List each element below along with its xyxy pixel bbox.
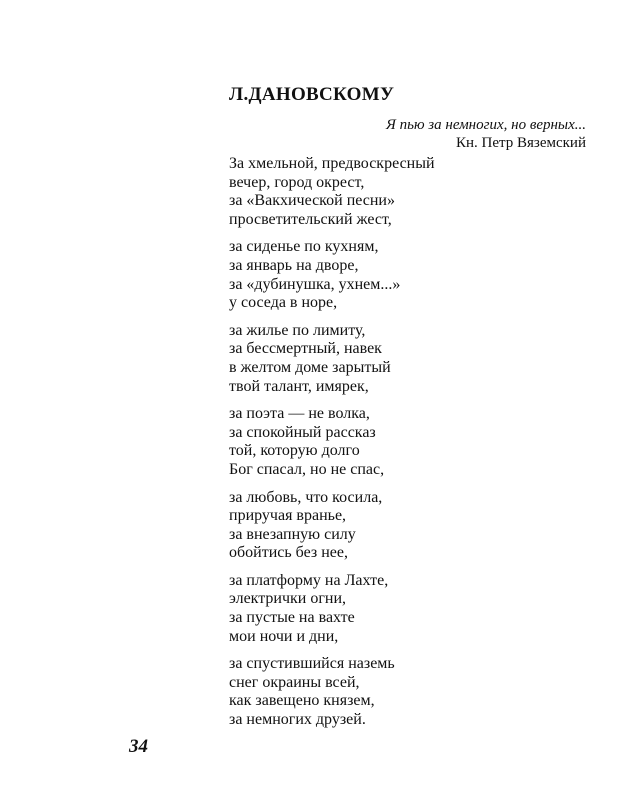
poem-title: Л.ДАНОВСКОМУ	[229, 84, 395, 105]
poem-line: за спокойный рассказ	[229, 423, 376, 441]
poem-line: мои ночи и дни,	[229, 627, 339, 645]
poem-line: за поэта — не волка,	[229, 405, 370, 423]
epigraph	[386, 116, 586, 152]
poem-body	[229, 155, 435, 739]
epigraph-quote: Я пью за немногих, но верных...	[386, 117, 586, 133]
stanza	[229, 238, 435, 312]
poem-line: Бог спасал, но не спас,	[229, 460, 385, 478]
poem-line: у соседа в норе,	[229, 294, 338, 312]
poem-line: за платформу на Лахте,	[229, 571, 389, 589]
poem-line: той, которую долго	[229, 442, 360, 460]
poem-line: за пустые на вахте	[229, 609, 355, 627]
poem-line: твой талант, имярек,	[229, 377, 369, 395]
poem-line: за жилье по лимиту,	[229, 321, 366, 339]
epigraph-author: Кн. Петр Вяземский	[456, 135, 586, 151]
poem-line: за бессмертный, навек	[229, 340, 382, 358]
stanza	[229, 655, 435, 729]
poem-line: за немногих друзей.	[229, 711, 366, 729]
poem-line: в желтом доме зарытый	[229, 358, 391, 376]
poem-line: за сиденье по кухням,	[229, 238, 379, 256]
poem-line: как завещено князем,	[229, 692, 375, 710]
stanza	[229, 155, 435, 229]
poem-line: вечер, город окрест,	[229, 173, 365, 191]
poem-line: снег окраины всей,	[229, 673, 360, 691]
poem-line: за внезапную силу	[229, 525, 356, 543]
poem-line: электрички огни,	[229, 590, 347, 608]
stanza	[229, 572, 435, 646]
poem-line: За хмельной, предвоскресный	[229, 155, 435, 172]
poem-line: за любовь, что косила,	[229, 488, 383, 506]
stanza	[229, 405, 435, 479]
poem-line: за «Вакхической песни»	[229, 192, 395, 210]
stanza	[229, 322, 435, 396]
poem-line: обойтись без нее,	[229, 544, 348, 562]
poem-line: просветительский жест,	[229, 210, 392, 228]
poem-line: за январь на дворе,	[229, 256, 359, 274]
poem-line: за «дубинушка, ухнем...»	[229, 275, 401, 293]
stanza	[229, 489, 435, 563]
poem-line: за спустившийся наземь	[229, 655, 395, 673]
page-number: 34	[129, 736, 148, 757]
poem-line: приручая вранье,	[229, 507, 347, 525]
